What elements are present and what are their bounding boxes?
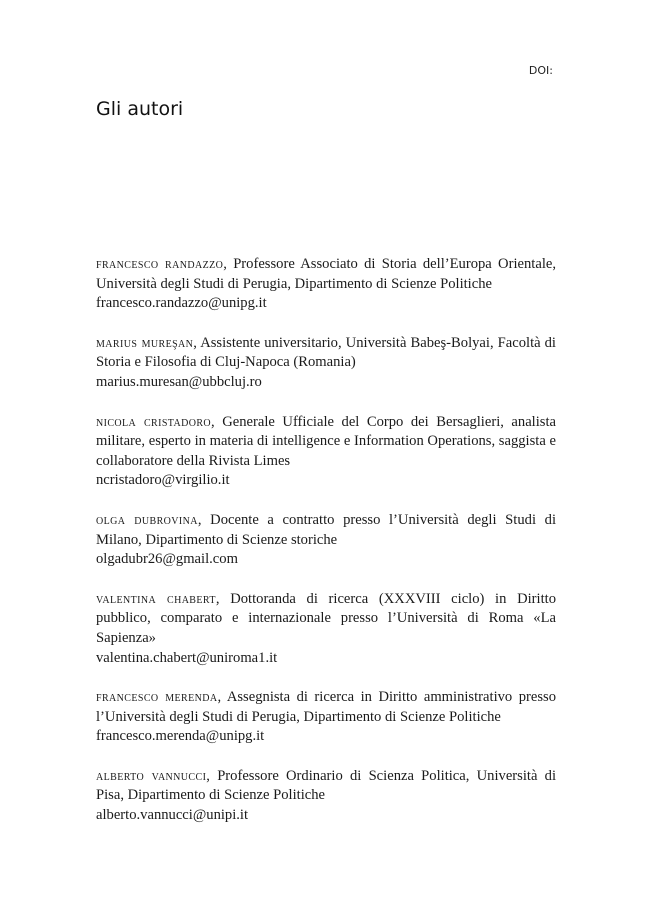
author-email[interactable]: alberto.vannucci@unipi.it: [96, 807, 249, 824]
author-affiliation: Docente a contratto presso l’Università degli Studi di Milano, Dipartimento di Scienze storiche: [96, 511, 556, 548]
author-entry: nicola cristadoro, Generale Ufficiale del Corpo dei Bersaglieri, analista militare, esperto in materia di intelligence e Information Operations, saggista e collaboratore della Rivista Limes ncristadoro@virgilio.it: [96, 413, 556, 491]
author-entry: marius mureşan, Assistente universitario, Università Babeş-Bolyai, Facoltà di Storia e Filosofia di Cluj-Napoca (Romania) marius.muresan@ubbcluj.ro: [96, 334, 556, 393]
author-affiliation: Assegnista di ricerca in Diritto amministrativo presso l’Università degli Studi di Perugia, Dipartimento di Scienze Politiche: [96, 689, 556, 725]
author-entry: alberto vannucci, Professore Ordinario di Scienza Politica, Università di Pisa, Dipartimento di Scienze Politiche alberto.vannucci@unipi.it: [96, 767, 556, 826]
author-email[interactable]: valentina.chabert@uniroma1.it: [96, 649, 278, 666]
author-email[interactable]: marius.muresan@ubbcluj.ro: [96, 373, 262, 390]
author-affiliation: Professore Ordinario di Scienza Politica, Università di Pisa, Dipartimento di Scienze Politiche: [96, 767, 557, 804]
author-name: nicola cristadoro: [96, 414, 212, 430]
author-name: marius mureşan: [96, 335, 194, 351]
author-list: [96, 255, 556, 846]
author-name: francesco merenda: [96, 690, 218, 706]
author-entry: francesco randazzo, Professore Associato di Storia dell’Europa Orientale, Università degli Studi di Perugia, Dipartimento di Scienze Politiche francesco.randazzo@unipg.it: [96, 255, 556, 314]
author-name: valentina chabert: [96, 591, 216, 607]
author-name: francesco randazzo: [96, 257, 224, 272]
doi-label: DOI:: [528, 64, 553, 77]
author-name: olga dubrovina: [96, 512, 198, 528]
page-title: Gli autori: [96, 98, 184, 120]
author-email[interactable]: francesco.randazzo@unipg.it: [96, 295, 267, 312]
author-affiliation: Generale Ufficiale del Corpo dei Bersaglieri, analista militare, esperto in materia di intelligence e Information Operations, saggista e collaboratore della Rivista Limes: [96, 413, 556, 469]
author-email[interactable]: olgadubr26@gmail.com: [96, 551, 238, 568]
author-entry: valentina chabert, Dottoranda di ricerca (XXXVIII ciclo) in Diritto pubblico, comparato e internazionale presso l’Università di Roma «La Sapienza» valentina.chabert@uniroma1.it: [96, 590, 556, 668]
author-entry: olga dubrovina, Docente a contratto presso l’Università degli Studi di Milano, Dipartimento di Scienze storiche olgadubr26@gmail.com: [96, 511, 556, 570]
author-affiliation: Dottoranda di ricerca (XXXVIII ciclo) in Diritto pubblico, comparato e internazionale presso l’Università di Roma «La Sapienza»: [96, 590, 556, 646]
author-entry: francesco merenda, Assegnista di ricerca in Diritto amministrativo presso l’Università degli Studi di Perugia, Dipartimento di Scienze Politiche francesco.merenda@unipg.it: [96, 688, 556, 747]
author-name: alberto vannucci: [96, 768, 207, 784]
author-email[interactable]: francesco.merenda@unipg.it: [96, 728, 265, 745]
author-email[interactable]: ncristadoro@virgilio.it: [96, 472, 230, 489]
author-affiliation: Professore Associato di Storia dell’Europa Orientale, Università degli Studi di Perugia, Dipartimento di Scienze Politiche: [96, 256, 557, 292]
author-affiliation: Assistente universitario, Università Babeş-Bolyai, Facoltà di Storia e Filosofia di Cluj-Napoca (Romania): [96, 334, 556, 371]
